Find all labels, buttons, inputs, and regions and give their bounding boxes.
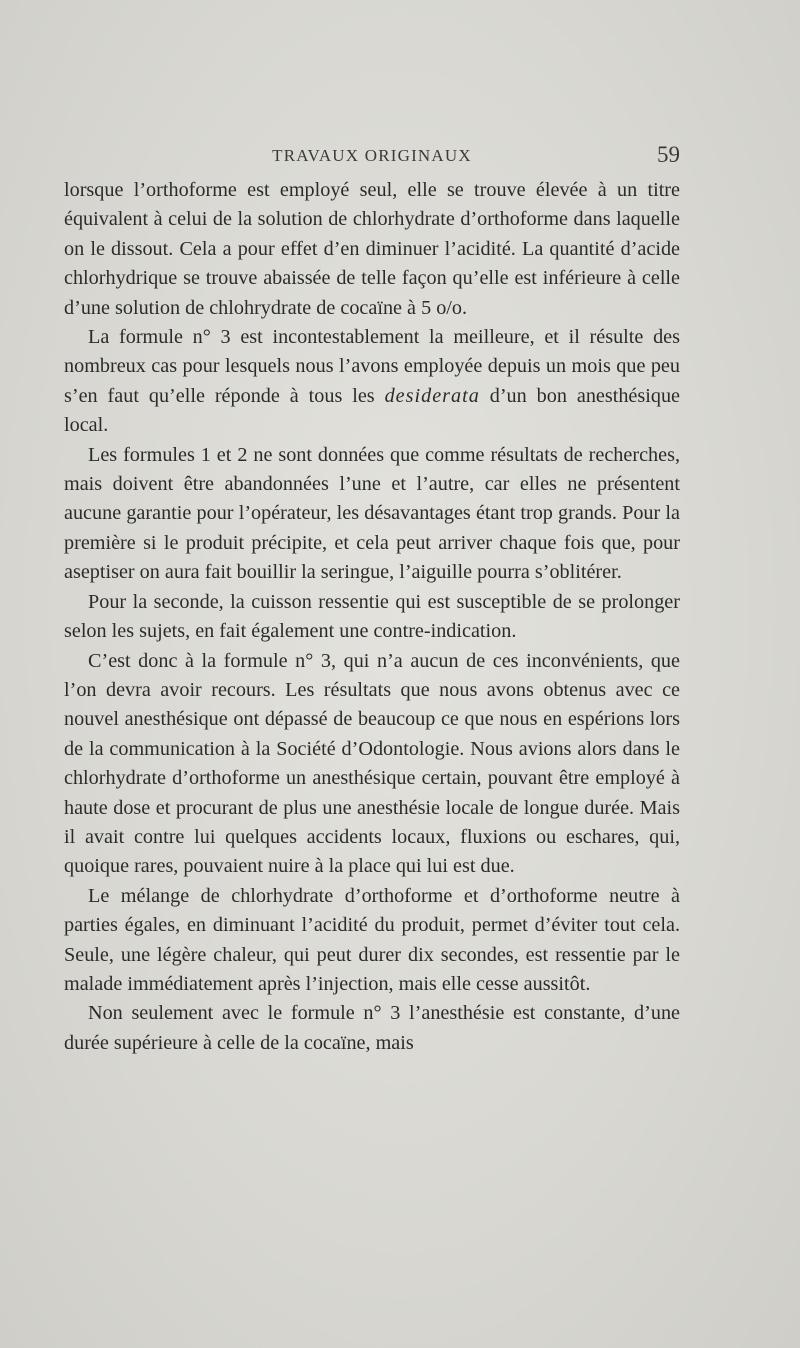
paragraph-2-start: La formule n° 3 est incontestablement la meilleure, et il résulte des nombreux cas pour lesquels nous l’avons employée depuis un mois que peu s’en faut qu’elle réponde à tous les [64,326,680,407]
paragraph-2-end: d’un bon anesthésique local. [64,384,681,437]
paragraph-7: Non seulement avec le formule n° 3 l’anesthésie est constante, d’une durée supérieure à celle de la cocaïne, mais [64,1002,680,1054]
running-head [64,142,680,172]
italic-term: desiderata [384,384,480,407]
paragraph-3: Les formules 1 et 2 ne sont données que comme résultats de recherches, mais doivent être abandonnées l’une et l’autre, car elles ne présentent aucune garantie pour l’opérateur, les désavantages étant trop grands. Pour la première si le produit précipite, et cela peut arriver chaque fois que, pour aseptiser on aura fait bouillir la seringue, l’aiguille pourra s’oblitérer. [64,443,680,584]
paragraph-1: lorsque l’orthoforme est employé seul, elle se trouve élevée à un titre équivalent à celui de la solution de chlorhydrate d’orthoforme dans laquelle on le dissout. Cela a pour effet d’en diminuer l’acidité. La quantité d’acide chlorhydrique se trouve abaissée de telle façon qu’elle est inférieure à celle d’une solution de chlohrydrate de cocaïne à 5 o/o. [64,179,680,319]
paragraph-5: C’est donc à la formule n° 3, qui n’a aucun de ces inconvénients, que l’on devra avoir recours. Les résultats que nous avons obtenus avec ce nouvel anesthésique ont dépassé de beaucoup ce que nous en espérions lors de la communication à la Société d’Odontologie. Nous avions alors dans le chlorhydrate d’orthoforme un anesthésique certain, pouvant être employé à haute dose et procurant de plus une anesthésie locale de longue durée. Mais il avait contre lui quelques accidents locaux, fluxions ou eschares, qui, quoique rares, pouvaient nuire à la place qui lui est due. [64,649,680,878]
page-number: 59 [657,142,680,167]
running-title: TRAVAUX ORIGINAUX [272,146,472,165]
paragraph-6: Le mélange de chlorhydrate d’orthoforme et d’orthoforme neutre à parties égales, en diminuant l’acidité du produit, permet d’éviter tout cela. Seule, une légère chaleur, qui peut durer dix secondes, est ressentie par le malade immédiatement après l’injection, mais elle cesse aussitôt. [64,884,680,995]
paragraph-4: Pour la seconde, la cuisson ressentie qui est susceptible de se prolonger selon les sujets, en fait également une contre-indication. [64,590,680,643]
paragraph-2 [64,323,680,441]
body-text [64,176,680,1058]
